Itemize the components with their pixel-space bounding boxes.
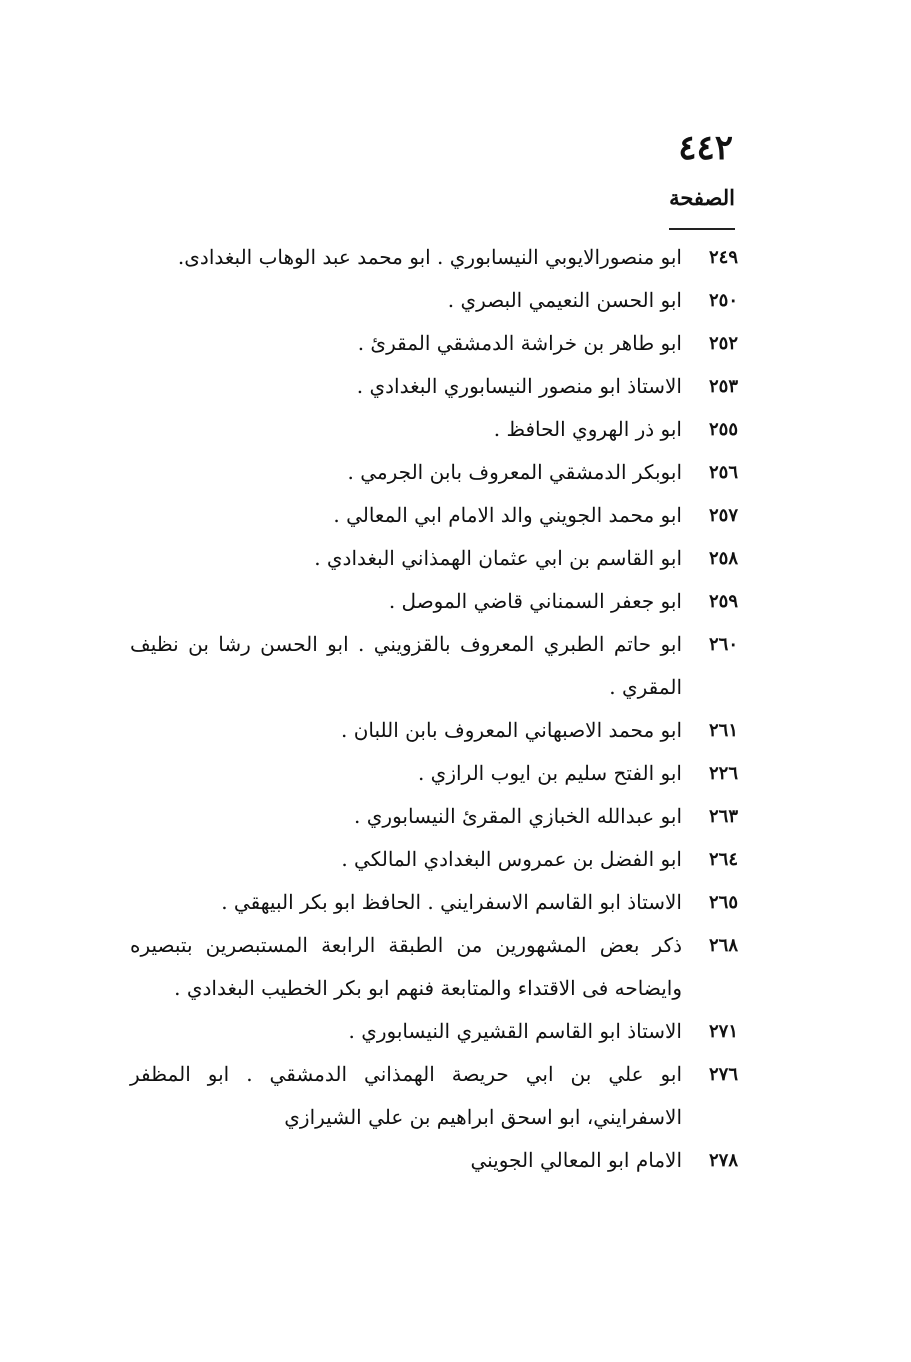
entry-page-number: ٢٥٣ (708, 376, 738, 397)
index-entry (130, 451, 738, 494)
entry-page-number: ٢٥٥ (708, 419, 738, 440)
entry-text: ابو الفتح سليم بن ايوب الرازي . (417, 761, 682, 785)
entry-text: ابو محمد الجويني والد الامام ابي المعالي . (333, 503, 682, 527)
entry-text: ابو ذر الهروي الحافظ . (493, 417, 682, 441)
entry-page-number: ٢٦٠ (708, 634, 738, 655)
index-entry (130, 322, 738, 365)
entry-text: الاستاذ ابو منصور النيسابوري البغدادي . (356, 374, 682, 398)
index-entry (130, 1053, 738, 1139)
entry-text: ابو محمد الاصبهاني المعروف بابن اللبان . (341, 718, 682, 742)
index-entry (130, 494, 738, 537)
index-entry (130, 1010, 738, 1053)
index-entry (130, 236, 738, 279)
entry-text: الامام ابو المعالي الجويني (470, 1148, 682, 1172)
entry-text: الاستاذ ابو القاسم الاسفرايني . الحافظ ابو بكر البيهقي . (221, 890, 682, 914)
index-entry (130, 1139, 738, 1182)
entry-page-number: ٢٥٩ (708, 591, 738, 612)
entry-text: الاستاذ ابو القاسم القشيري النيسابوري . (348, 1019, 682, 1043)
index-entry (130, 580, 738, 623)
entry-text: ابو الحسن النعيمي البصري . (447, 288, 682, 312)
entry-page-number: ٢٦٨ (708, 935, 738, 956)
entry-page-number: ٢٧٦ (708, 1064, 738, 1085)
entry-page-number: ٢٤٩ (708, 247, 738, 268)
entry-text: ابو القاسم بن ابي عثمان الهمذاني البغدادي . (314, 546, 682, 570)
entry-page-number: ٢٦١ (708, 720, 738, 741)
entry-page-number: ٢٥٢ (708, 333, 738, 354)
entry-page-number: ٢٦٣ (708, 806, 738, 827)
entry-page-number: ٢٧٨ (708, 1150, 738, 1171)
index-entry (130, 795, 738, 838)
index-entry (130, 279, 738, 322)
entry-text: ابو عبدالله الخبازي المقرئ النيسابوري . (354, 804, 682, 828)
heading-underline (669, 228, 735, 230)
entry-text: ابو جعفر السمناني قاضي الموصل . (388, 589, 682, 613)
index-entry (130, 537, 738, 580)
entry-page-number: ٢٥٧ (708, 505, 738, 526)
entry-text: ابو طاهر بن خراشة الدمشقي المقرئ . (357, 331, 682, 355)
entry-page-number: ٢٥٦ (708, 462, 738, 483)
index-entry (130, 838, 738, 881)
entry-text: ابو الفضل بن عمروس البغدادي المالكي . (341, 847, 682, 871)
entry-page-number: ٢٧١ (708, 1021, 738, 1042)
entry-text: ابوبكر الدمشقي المعروف بابن الجرمي . (347, 460, 682, 484)
page-number: ٤٤٢ (678, 128, 733, 168)
index-entry (130, 924, 738, 1010)
index-entry (130, 365, 738, 408)
index-entries (130, 236, 738, 1182)
entry-page-number: ٢٢٦ (708, 763, 738, 784)
entry-text: ذكر بعض المشهورين من الطبقة الرابعة المستبصرين بتبصيره وايضاحه فى الاقتداء والمتابعة فنهم ابو بكر الخطيب البغدادي . (130, 933, 682, 1000)
index-entry (130, 709, 738, 752)
entry-page-number: ٢٦٥ (708, 892, 738, 913)
column-heading: الصفحة (669, 185, 735, 210)
entry-text: ابو منصورالايوبي النيسابوري . ابو محمد عبد الوهاب البغدادى. (177, 245, 682, 269)
entry-text: ابو حاتم الطبري المعروف بالقزويني . ابو الحسن رشا بن نظيف المقري . (130, 632, 682, 699)
index-entry (130, 752, 738, 795)
index-entry (130, 623, 738, 709)
entry-page-number: ٢٥٠ (708, 290, 738, 311)
entry-text: ابو علي بن ابي حريصة الهمذاني الدمشقي . ابو المظفر الاسفرايني، ابو اسحق ابراهيم بن علي الشيرازي (130, 1062, 682, 1129)
entry-page-number: ٢٦٤ (708, 849, 738, 870)
entry-page-number: ٢٥٨ (708, 548, 738, 569)
index-entry (130, 408, 738, 451)
index-entry (130, 881, 738, 924)
